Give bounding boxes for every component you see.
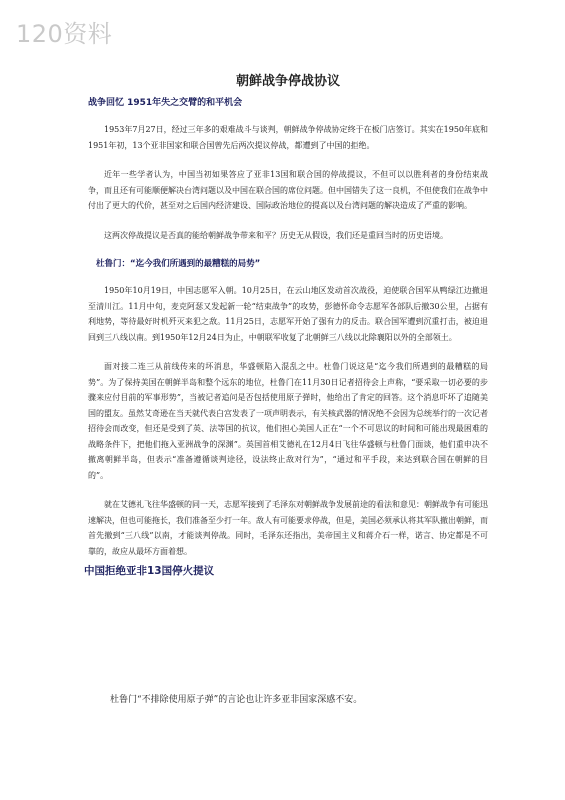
watermark: 120资料 [16, 20, 113, 48]
paragraph-3: 这两次停战提议是否真的能给朝鲜战争带来和平？历史无从假设，我们还是重回当时的历史语境。 [104, 230, 448, 240]
document-subtitle: 战争回忆 1951年失之交臂的和平机会 [88, 98, 243, 108]
paragraph-7: 杜鲁门“不排除使用原子弹”的言论也让许多亚非国家深感不安。 [110, 695, 363, 705]
paragraph-5: 面对接二连三从前线传来的坏消息，华盛顿陷入混乱之中。杜鲁门说这是“迄今我们所遇到的最糟糕的局势”。为了保持美国在朝鲜半岛和整个远东的地位，杜鲁门在11月30日记者招待会上声称，“要采取一切必要的步骤来应付目前的军事形势”，当被记者追问是否包括使用原子弹时，他给出了肯定的回答。这个消息吓坏了追随美国的盟友。虽然艾奇逊在当天就代表白宫发表了一项声明表示，有关核武器的情况绝不会因为总统举行的一次记者招待会而改变，但还是受到了英、法等国的抗议，他们担心美国人正在“一个不可思议的时间和可能出现最困难的战略条件下，把他们拖入亚洲战争的深渊”。英国首相艾德礼在12月4日飞往华盛顿与杜鲁门面谈，他们重申决不撤离朝鲜半岛，但表示“准备遵循谈判途径，设法终止敌对行为”，“通过和平手段，来达到联合国在朝鲜的目的”。 [88, 362, 488, 480]
paragraph-6: 就在艾德礼飞往华盛顿的同一天，志愿军接到了毛泽东对朝鲜战争发展前途的看法和意见：朝鲜战争有可能迅速解决，但也可能拖长，我们准备至少打一年。敌人有可能要求停战，但是，美国必须承认将其军队撤出朝鲜，而首先撤到“三八线”以南，才能谈判停战。同时，毛泽东还指出，美帝国主义和蒋介石一样，诺言、协定都是不可靠的，故应从最坏方面着想。 [88, 500, 488, 556]
document-page [84, 70, 488, 578]
paragraph-2: 近年一些学者认为，中国当初如果答应了亚非13国和联合国的停战提议，不但可以以胜利者的身份结束战争，而且还有可能顺便解决台湾问题以及中国在联合国的席位问题。但中国错失了这一良机，不但使我们在战争中付出了更大的代价，甚至对之后国内经济建设、国际政治地位的提高以及台湾问题的解决造成了严重的影响。 [88, 170, 488, 210]
paragraph-4: 1950年10月19日，中国志愿军入朝。10月25日，在云山地区发动首次战役，迫使联合国军从鸭绿江边撤退至清川江。11月中旬，麦克阿瑟又发起新一轮“结束战争”的攻势，彭德怀命令志愿军各部队后撤30公里，占据有利地势，等待最好时机歼灭来犯之敌。11月25日，志愿军开始了强有力的反击。联合国军遭到沉重打击，被迫退回到三八线以南。到1950年12月24日为止，中朝联军收复了北朝鲜三八线以北除襄阳以外的全部领土。 [88, 286, 488, 342]
paragraph-1: 1953年7月27日，经过三年多的艰难战斗与谈判，朝鲜战争停战协定终于在板门店签订。其实在1950年底和1951年初，13个亚非国家和联合国曾先后两次提议停战，都遭到了中国的拒绝。 [88, 125, 488, 150]
document-title: 朝鲜战争停战协议 [235, 74, 340, 89]
section-heading-truman: 杜鲁门：“迄今我们所遇到的最糟糕的局势” [96, 259, 261, 269]
section-heading-refuse: 中国拒绝亚非13国停火提议 [84, 565, 215, 577]
